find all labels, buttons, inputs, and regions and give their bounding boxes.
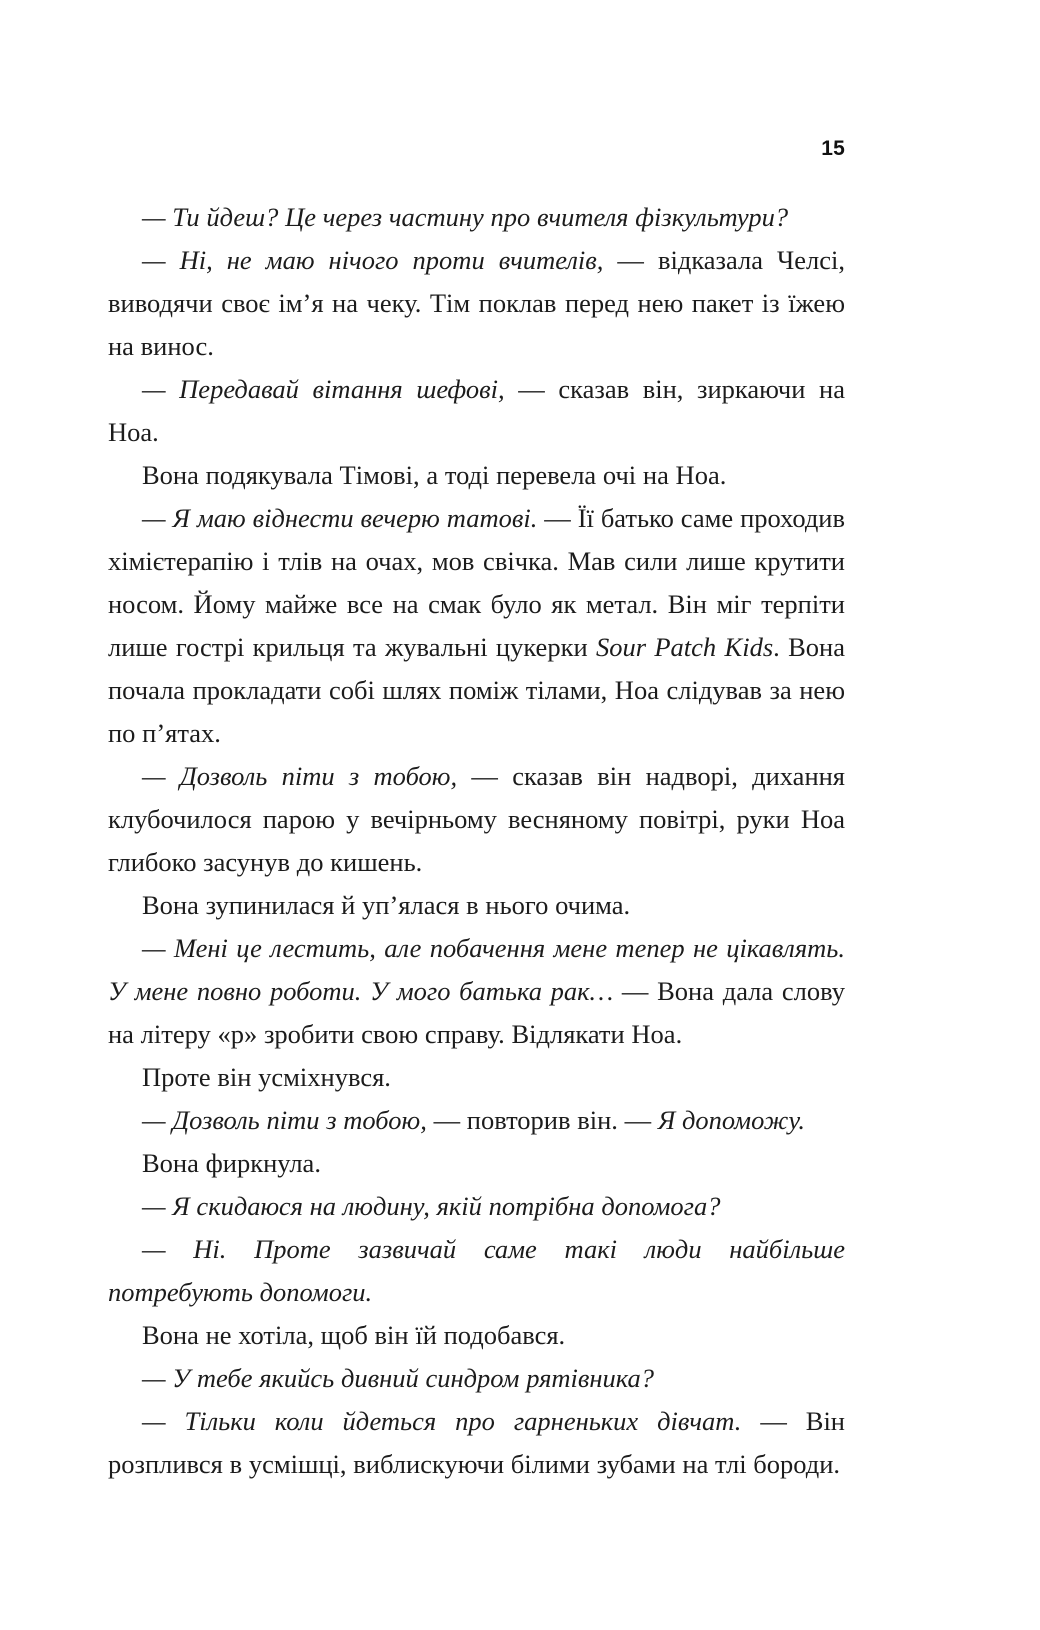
- narration-text: Проте він усміхнувся.: [142, 1062, 391, 1092]
- paragraph: [108, 1142, 845, 1185]
- narration-text: Вона зупинилася й уп’ялася в нього очима.: [142, 890, 631, 920]
- dialogue-text: Sour Patch Kids: [595, 632, 774, 662]
- narration-text: — сказав він надворі, дихання клубочилося парою у вечірньому весняному повітрі, руки Ноа глибоко засунув до кишень.: [108, 761, 845, 877]
- paragraph: [108, 884, 845, 927]
- dialogue-text: — Ти йдеш? Це через частину про вчителя фізкультури?: [142, 202, 789, 232]
- dialogue-text: — Я маю віднести вечерю татові.: [142, 503, 538, 533]
- paragraph: [108, 1185, 845, 1228]
- paragraph: [108, 927, 845, 1056]
- dialogue-text: — Дозволь піти з тобою,: [142, 761, 458, 791]
- dialogue-text: — У тебе якийсь дивний синдром рятівника?: [142, 1363, 655, 1393]
- dialogue-text: — Тільки коли йдеться про гарненьких дівчат.: [142, 1406, 742, 1436]
- paragraph: [108, 454, 845, 497]
- dialogue-text: — Ні, не маю нічого проти вчителів,: [142, 245, 604, 275]
- paragraph: [108, 1357, 845, 1400]
- narration-text: — Він розплився в усмішці, виблискуючи білими зубами на тлі бороди.: [108, 1406, 845, 1479]
- dialogue-text: — Я скидаюся на людину, якій потрібна допомога?: [142, 1191, 721, 1221]
- paragraph: [108, 1099, 845, 1142]
- dialogue-text: — Дозволь піти з тобою,: [142, 1105, 427, 1135]
- narration-text: — сказав він, зиркаючи на Ноа.: [108, 374, 845, 447]
- paragraph: [108, 239, 845, 368]
- paragraph: [108, 1400, 845, 1486]
- paragraph: [108, 368, 845, 454]
- paragraph: [108, 497, 845, 755]
- paragraph: [108, 1314, 845, 1357]
- dialogue-text: Я допоможу.: [657, 1105, 806, 1135]
- dialogue-text: — Ні. Проте зазвичай саме такі люди найбільше потребують допомоги.: [108, 1234, 845, 1307]
- paragraph: [108, 196, 845, 239]
- narration-text: Вона не хотіла, щоб він їй подобався.: [142, 1320, 566, 1350]
- narration-text: — відказала Челсі, виводячи своє ім’я на чеку. Тім поклав перед нею пакет із їжею на винос.: [108, 245, 845, 361]
- narration-text: . Вона почала прокладати собі шлях поміж тілами, Ноа слідував за нею по п’ятах.: [108, 632, 845, 748]
- narration-text: Вона фиркнула.: [142, 1148, 321, 1178]
- paragraph: [108, 1228, 845, 1314]
- narration-text: — Вона дала слову на літеру «р» зробити свою справу. Відлякати Ноа.: [108, 976, 845, 1049]
- dialogue-text: — Передавай вітання шефові,: [142, 374, 505, 404]
- page-number: 15: [821, 137, 845, 160]
- narration-text: — Її батько саме проходив хімієтерапію і тлів на очах, мов свічка. Мав сили лише крутити носом. Йому майже все на смак було як метал. Він міг терпіти лише гострі крильця та жувальні цукерки: [108, 503, 845, 662]
- paragraph: [108, 755, 845, 884]
- dialogue-text: — Мені це лестить, але побачення мене тепер не цікавлять. У мене повно роботи. У мого батька рак…: [108, 933, 845, 1006]
- body-text: [108, 196, 845, 1486]
- narration-text: — повторив він. —: [426, 1105, 658, 1135]
- narration-text: Вона подякувала Тімові, а тоді перевела очі на Ноа.: [142, 460, 727, 490]
- paragraph: [108, 1056, 845, 1099]
